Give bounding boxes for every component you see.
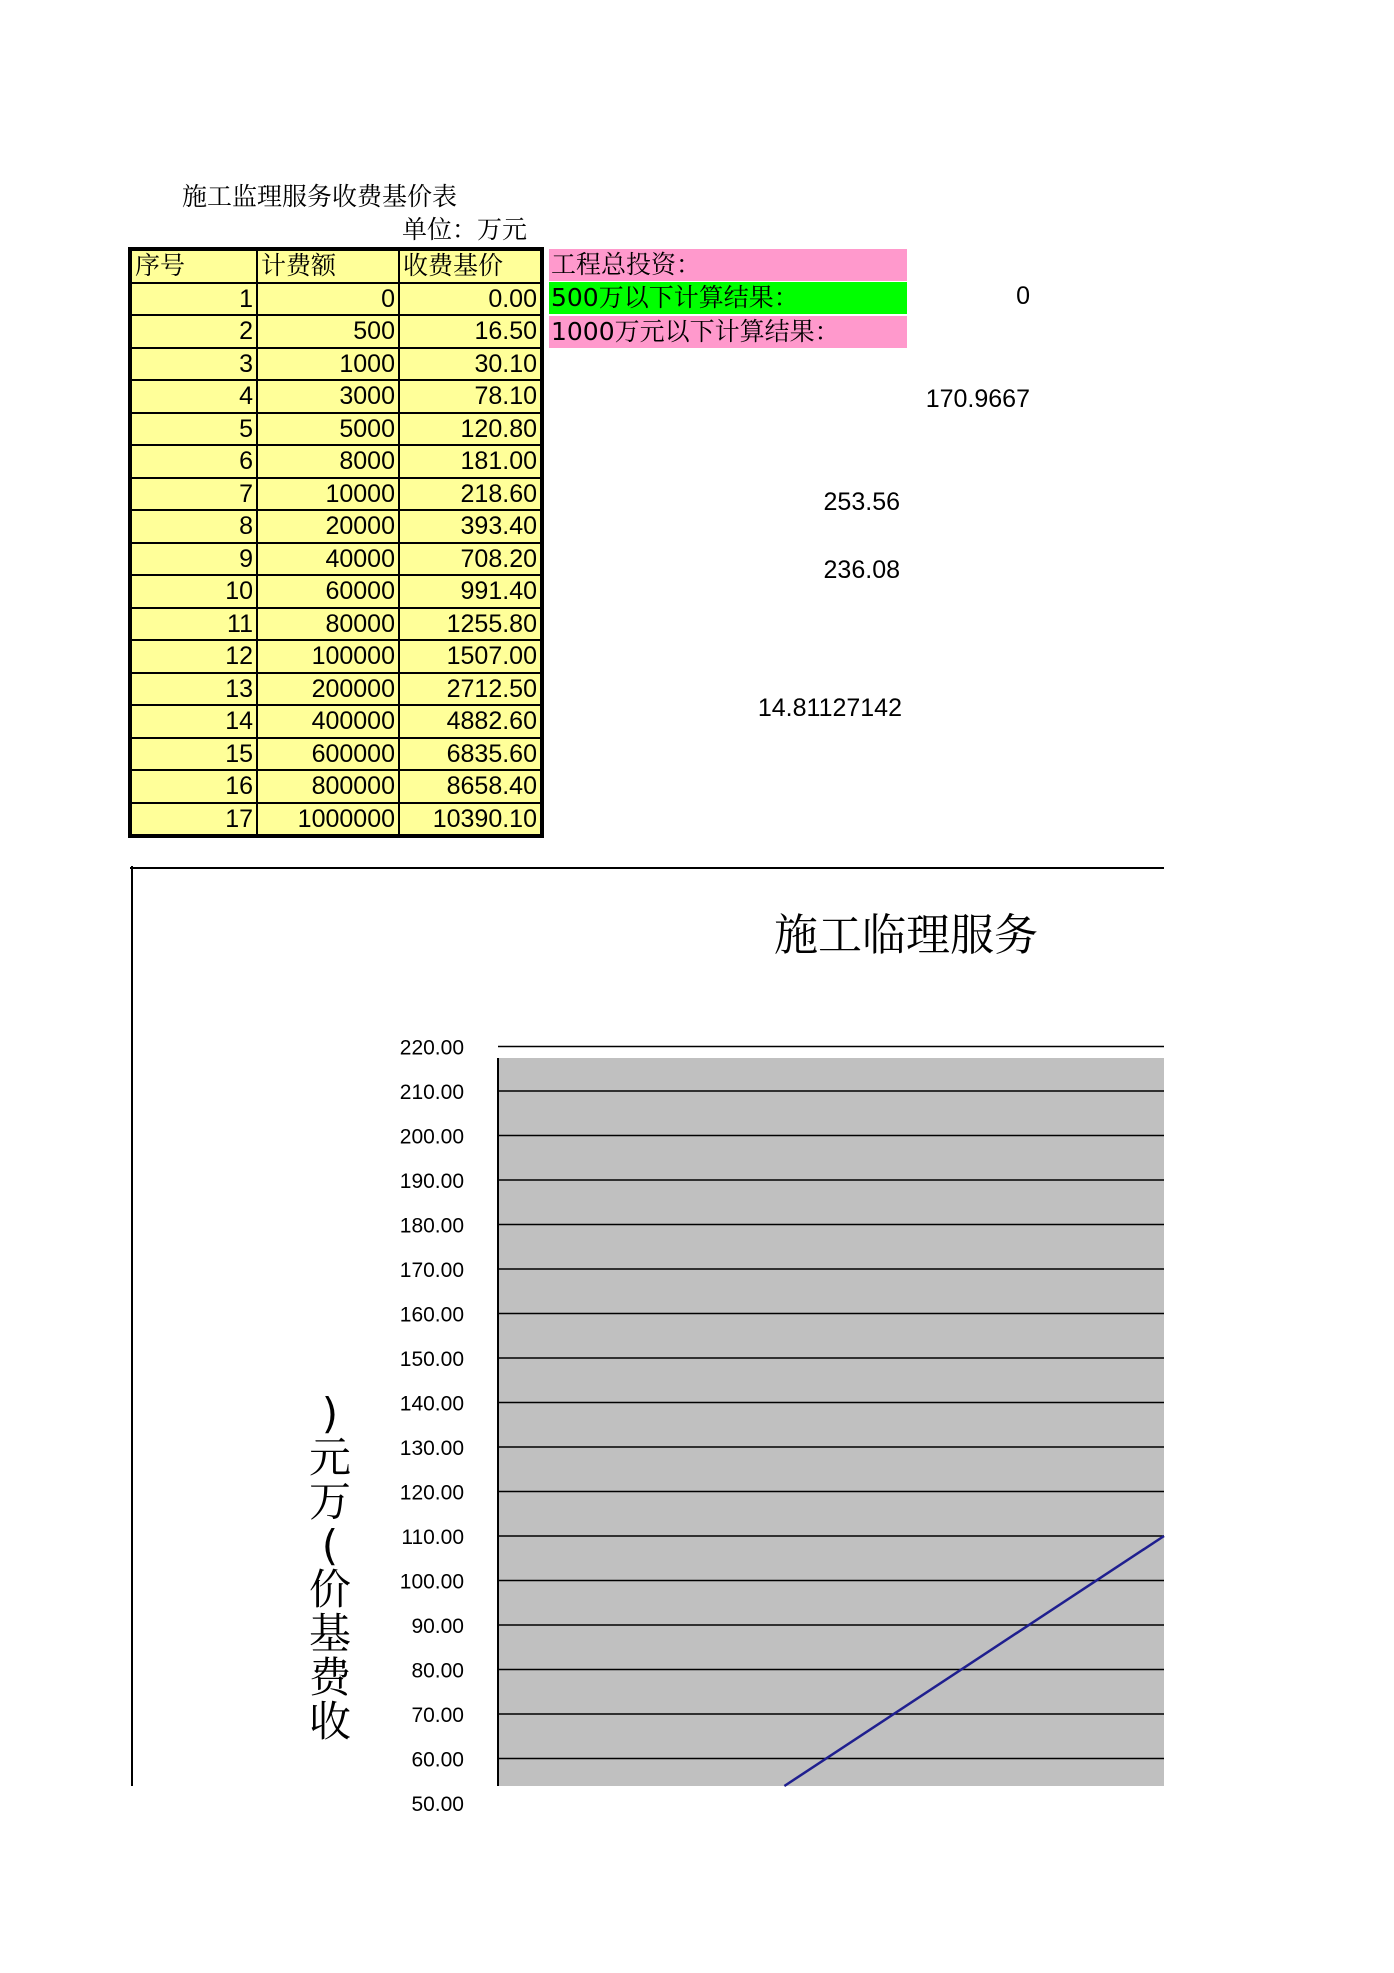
result-value-b: 253.56 [823, 488, 900, 516]
row-index: 9 [130, 543, 257, 576]
row-index: 10 [130, 575, 257, 608]
table-row [130, 413, 542, 446]
table-row [130, 380, 542, 413]
result-value-d: 14.81127142 [757, 694, 902, 722]
y-axis-label-char: 费 [308, 1653, 352, 1702]
row-base-price: 16.50 [399, 315, 542, 348]
row-base-price: 10390.10 [399, 803, 542, 837]
row-fee-base: 80000 [257, 608, 399, 641]
row-index: 11 [130, 608, 257, 641]
row-fee-base: 40000 [257, 543, 399, 576]
y-tick-label: 90.00 [411, 1615, 464, 1638]
table-row [130, 575, 542, 608]
y-tick-label: 190.00 [399, 1170, 464, 1193]
under-500-result: 0 [1016, 282, 1030, 310]
row-fee-base: 8000 [257, 445, 399, 478]
y-axis-label-char: ) [321, 1389, 339, 1438]
row-base-price: 1255.80 [399, 608, 542, 641]
row-index: 13 [130, 673, 257, 706]
row-index: 7 [130, 478, 257, 511]
y-axis-label [309, 1389, 353, 1746]
row-fee-base: 0 [257, 283, 399, 316]
result-value-a: 170.9667 [925, 385, 1030, 413]
table-row [130, 705, 542, 738]
y-tick-label: 120.00 [399, 1481, 464, 1505]
row-index: 5 [130, 413, 257, 446]
y-tick-label: 180.00 [399, 1214, 464, 1238]
row-fee-base: 600000 [257, 738, 399, 771]
row-fee-base: 60000 [257, 575, 399, 608]
chart-svg [130, 866, 1164, 1816]
result-value-c: 236.08 [823, 556, 900, 584]
table-row [130, 803, 542, 837]
y-tick-label: 150.00 [399, 1348, 464, 1371]
row-base-price: 393.40 [399, 510, 542, 543]
unit-label: 单位：万元 [402, 215, 528, 244]
row-index: 14 [130, 705, 257, 738]
row-fee-base: 10000 [257, 478, 399, 511]
y-tick-label: 70.00 [411, 1704, 464, 1727]
y-axis-label-char: 价 [308, 1565, 352, 1614]
row-fee-base: 800000 [257, 770, 399, 803]
y-tick-label: 80.00 [411, 1659, 464, 1683]
table-row [130, 315, 542, 348]
y-tick-label: 100.00 [399, 1570, 464, 1594]
chart-title: 施工临理服务 [774, 910, 1038, 961]
row-index: 8 [130, 510, 257, 543]
row-index: 2 [130, 315, 257, 348]
row-base-price: 2712.50 [399, 673, 542, 706]
y-tick-label: 210.00 [399, 1081, 464, 1104]
table-row [130, 738, 542, 771]
y-axis-label-char: 收 [308, 1697, 352, 1746]
table-header-row [130, 249, 542, 283]
y-tick-label: 130.00 [399, 1437, 464, 1460]
row-base-price: 4882.60 [399, 705, 542, 738]
table-row [130, 283, 542, 316]
row-index: 12 [130, 640, 257, 673]
row-index: 1 [130, 283, 257, 316]
row-index: 6 [130, 445, 257, 478]
row-index: 16 [130, 770, 257, 803]
y-axis-label-char: 基 [308, 1609, 352, 1658]
y-tick-label: 60.00 [411, 1748, 464, 1772]
row-index: 3 [130, 348, 257, 381]
page-title: 施工监理服务收费基价表 [182, 182, 458, 211]
y-tick-label: 220.00 [399, 1036, 464, 1060]
column-header-base-price: 收费基价 [399, 249, 542, 283]
plot-area [498, 1058, 1164, 1786]
row-base-price: 120.80 [399, 413, 542, 446]
row-index: 4 [130, 380, 257, 413]
table-row [130, 445, 542, 478]
y-tick-label: 200.00 [399, 1125, 464, 1149]
row-base-price: 0.00 [399, 283, 542, 316]
row-fee-base: 100000 [257, 640, 399, 673]
y-axis-label-char: 万 [308, 1477, 352, 1526]
row-base-price: 991.40 [399, 575, 542, 608]
row-base-price: 181.00 [399, 445, 542, 478]
table-row [130, 510, 542, 543]
row-index: 17 [130, 803, 257, 837]
table-body [130, 283, 542, 837]
y-tick-labels [400, 1037, 464, 1817]
row-base-price: 1507.00 [399, 640, 542, 673]
y-axis-label-char: ( [321, 1521, 339, 1570]
y-tick-label: 50.00 [411, 1793, 464, 1816]
row-fee-base: 5000 [257, 413, 399, 446]
row-base-price: 30.10 [399, 348, 542, 381]
table-row [130, 543, 542, 576]
row-base-price: 8658.40 [399, 770, 542, 803]
row-fee-base: 200000 [257, 673, 399, 706]
row-index: 15 [130, 738, 257, 771]
table-row [130, 673, 542, 706]
row-base-price: 6835.60 [399, 738, 542, 771]
row-fee-base: 20000 [257, 510, 399, 543]
y-tick-label: 140.00 [399, 1392, 464, 1416]
table-row [130, 348, 542, 381]
row-base-price: 218.60 [399, 478, 542, 511]
table-row [130, 478, 542, 511]
table-row [130, 640, 542, 673]
row-fee-base: 1000 [257, 348, 399, 381]
under-500-label: 500万以下计算结果： [549, 282, 907, 314]
column-header-index: 序号 [130, 249, 257, 283]
row-base-price: 708.20 [399, 543, 542, 576]
total-investment-label: 工程总投资： [549, 249, 907, 281]
under-1000-label: 1000万元以下计算结果： [549, 316, 907, 348]
chart [130, 866, 1164, 1816]
row-base-price: 78.10 [399, 380, 542, 413]
y-tick-label: 170.00 [399, 1259, 464, 1282]
row-fee-base: 1000000 [257, 803, 399, 837]
y-tick-label: 110.00 [401, 1526, 464, 1549]
column-header-fee-base: 计费额 [257, 249, 399, 283]
row-fee-base: 400000 [257, 705, 399, 738]
row-fee-base: 3000 [257, 380, 399, 413]
table-row [130, 608, 542, 641]
y-axis-label-char: 元 [308, 1433, 352, 1482]
row-fee-base: 500 [257, 315, 399, 348]
fee-table [128, 247, 544, 838]
y-tick-label: 160.00 [399, 1303, 464, 1327]
table-row [130, 770, 542, 803]
